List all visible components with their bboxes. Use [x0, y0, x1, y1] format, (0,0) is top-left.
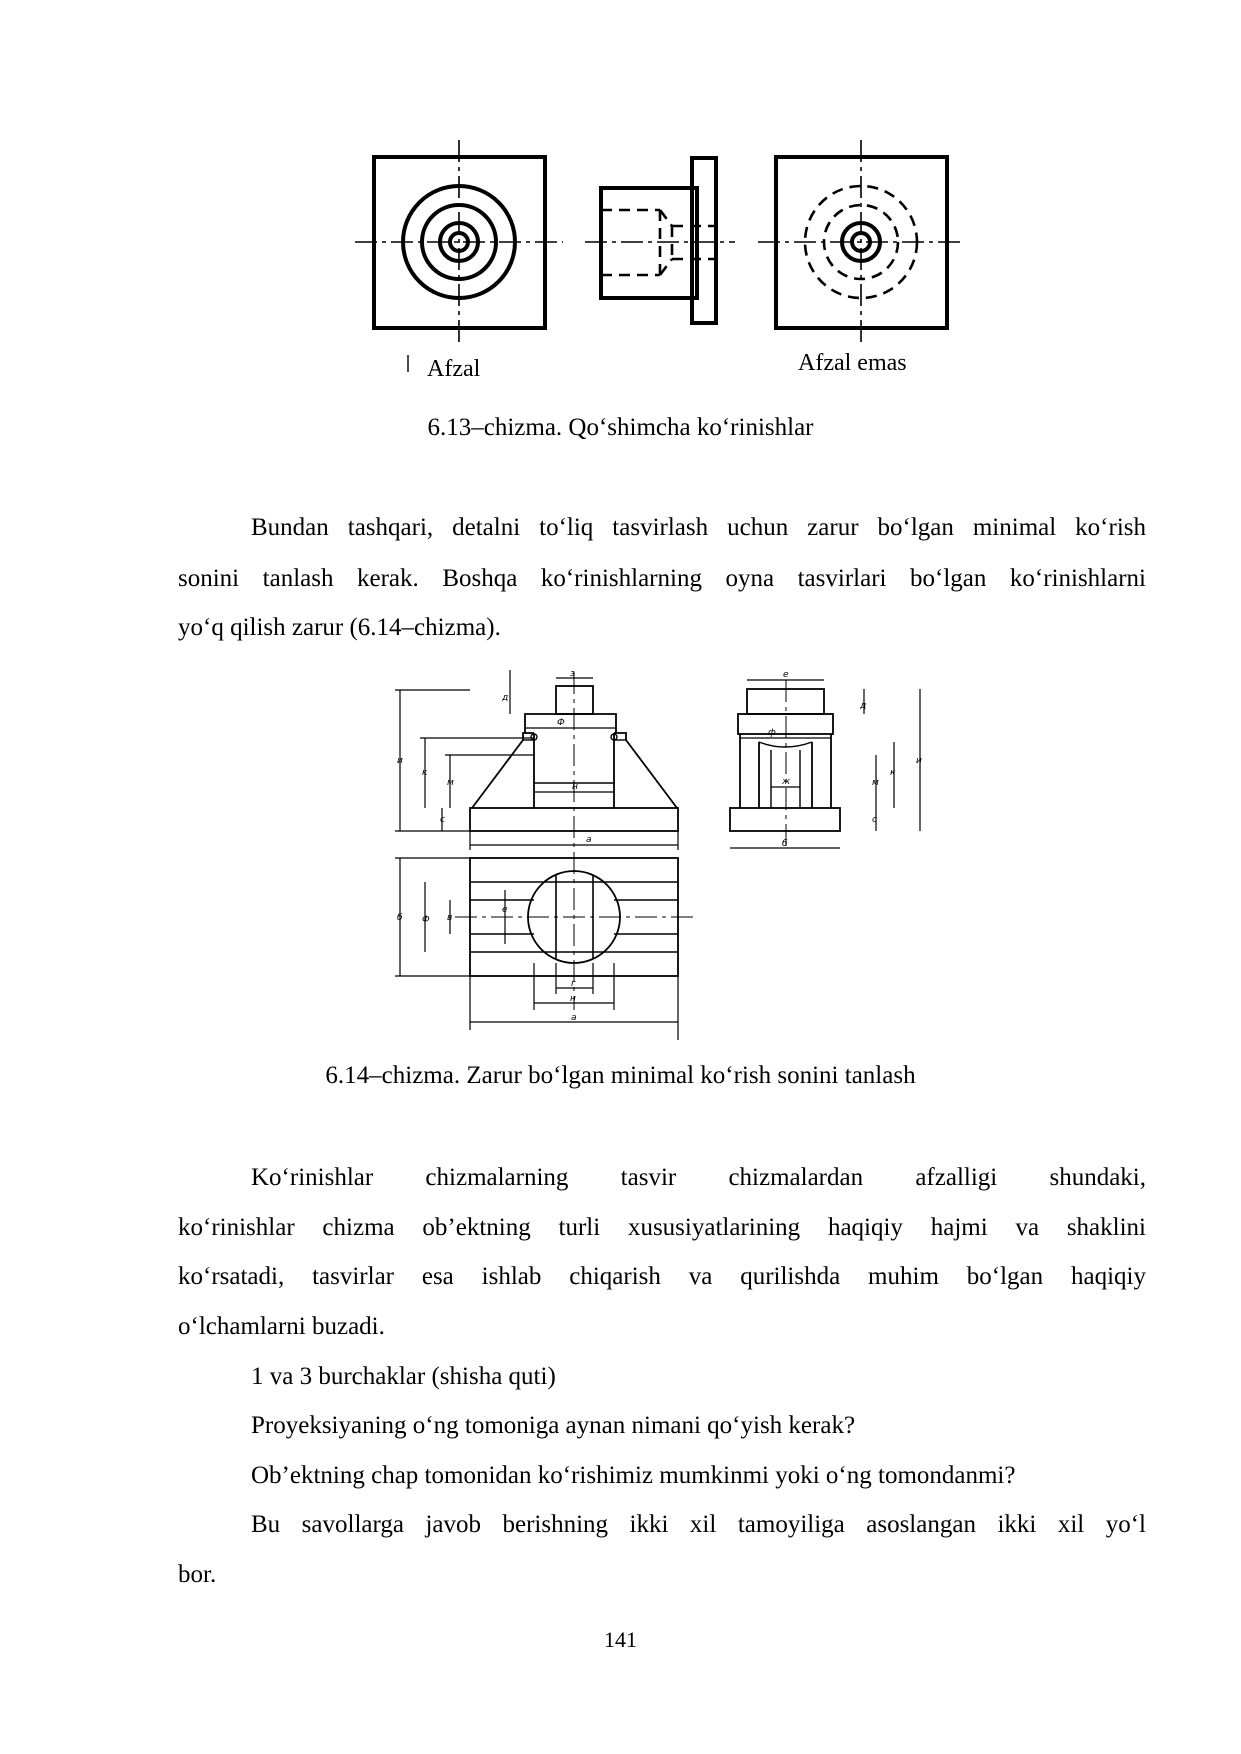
figure-6-14-side-view: [730, 670, 922, 850]
dim-label-phi-side: ф: [768, 728, 776, 738]
figure-6-13-label-right: Afzal emas: [798, 350, 907, 376]
paragraph-2-line-2: ko‘rinishlar chizma ob’ektning turli xususiyatlarining haqiqiy hajmi va shaklini: [178, 1214, 1146, 1241]
dim-label-d-front: д: [502, 693, 509, 703]
paragraph-2-line-3: ko‘rsatadi, tasvirlar esa ishlab chiqarish va qurilishda muhim bo‘lgan haqiqiy: [178, 1263, 1146, 1290]
dim-label-k-front: к: [422, 768, 428, 778]
paragraph-2-line-4: o‘lchamlarni buzadi.: [178, 1313, 385, 1340]
text-line-question-1: Proyeksiyaning o‘ng tomoniga aynan nimani qo‘yish kerak?: [251, 1412, 856, 1439]
dim-label-u-front: и: [397, 756, 403, 766]
dim-label-e-top: е: [502, 905, 508, 915]
dim-label-n-front: н: [572, 782, 578, 792]
figure-6-14-front-view: [395, 669, 678, 1010]
paragraph-1-line-1: Bundan tashqari, detalni to‘liq tasvirlash uchun zarur bo‘lgan minimal ko‘rish: [251, 514, 1146, 541]
text-line-burchaklar: 1 va 3 burchaklar (shisha quti): [251, 1363, 556, 1390]
figure-6-14-caption: 6.14–chizma. Zarur bo‘lgan minimal ko‘rish sonini tanlash: [325, 1062, 916, 1089]
dim-label-phi-front: Ф: [557, 718, 565, 728]
dim-label-s-side: с: [872, 815, 877, 825]
dim-label-phi-top: Ф: [422, 915, 430, 925]
paragraph-3-line-1: Bu savollarga javob berishning ikki xil tamoyiliga asoslangan ikki xil yo‘l: [251, 1511, 1146, 1538]
page-number: 141: [604, 1627, 637, 1652]
dim-label-n-top: н: [570, 994, 576, 1004]
dim-label-s-front: с: [440, 815, 445, 825]
dim-label-k-side: к: [890, 768, 896, 778]
dim-label-b-side: б: [782, 839, 788, 849]
dim-label-e-side: е: [783, 670, 789, 680]
dim-label-v-top: в: [447, 913, 453, 923]
paragraph-1-line-2: sonini tanlash kerak. Boshqa ko‘rinishlarning oyna tasvirlari bo‘lgan ko‘rinishlarni: [178, 565, 1146, 592]
dim-label-zh-side: ж: [782, 777, 791, 787]
paragraph-1-line-3: yo‘q qilish zarur (6.14–chizma).: [178, 614, 501, 641]
paragraph-3-line-2: bor.: [178, 1561, 217, 1588]
text-line-question-2: Ob’ektning chap tomonidan ko‘rishimiz mumkinmi yoki o‘ng tomondanmi?: [251, 1462, 1016, 1489]
dim-label-u-side: и: [916, 756, 922, 766]
dim-label-g-top: г: [571, 979, 576, 989]
figure-6-14-top-view: [395, 858, 695, 1040]
dim-label-d-side: д: [860, 701, 867, 711]
dim-label-a-top: a: [571, 1013, 577, 1023]
dim-label-m-front: м: [447, 778, 454, 788]
dim-label-b-top: б: [397, 913, 403, 923]
figure-6-13-caption: 6.13–chizma. Qo‘shimcha ko‘rinishlar: [427, 414, 814, 441]
figure-6-13-label-left: Afzal: [427, 356, 481, 382]
paragraph-2-line-1: Ko‘rinishlar chizmalarning tasvir chizmalardan afzalligi shundaki,: [251, 1164, 1146, 1191]
dim-label-a-front: a: [586, 835, 592, 845]
dim-label-m-side: м: [872, 778, 879, 788]
dim-label-z-front: з: [570, 669, 575, 679]
